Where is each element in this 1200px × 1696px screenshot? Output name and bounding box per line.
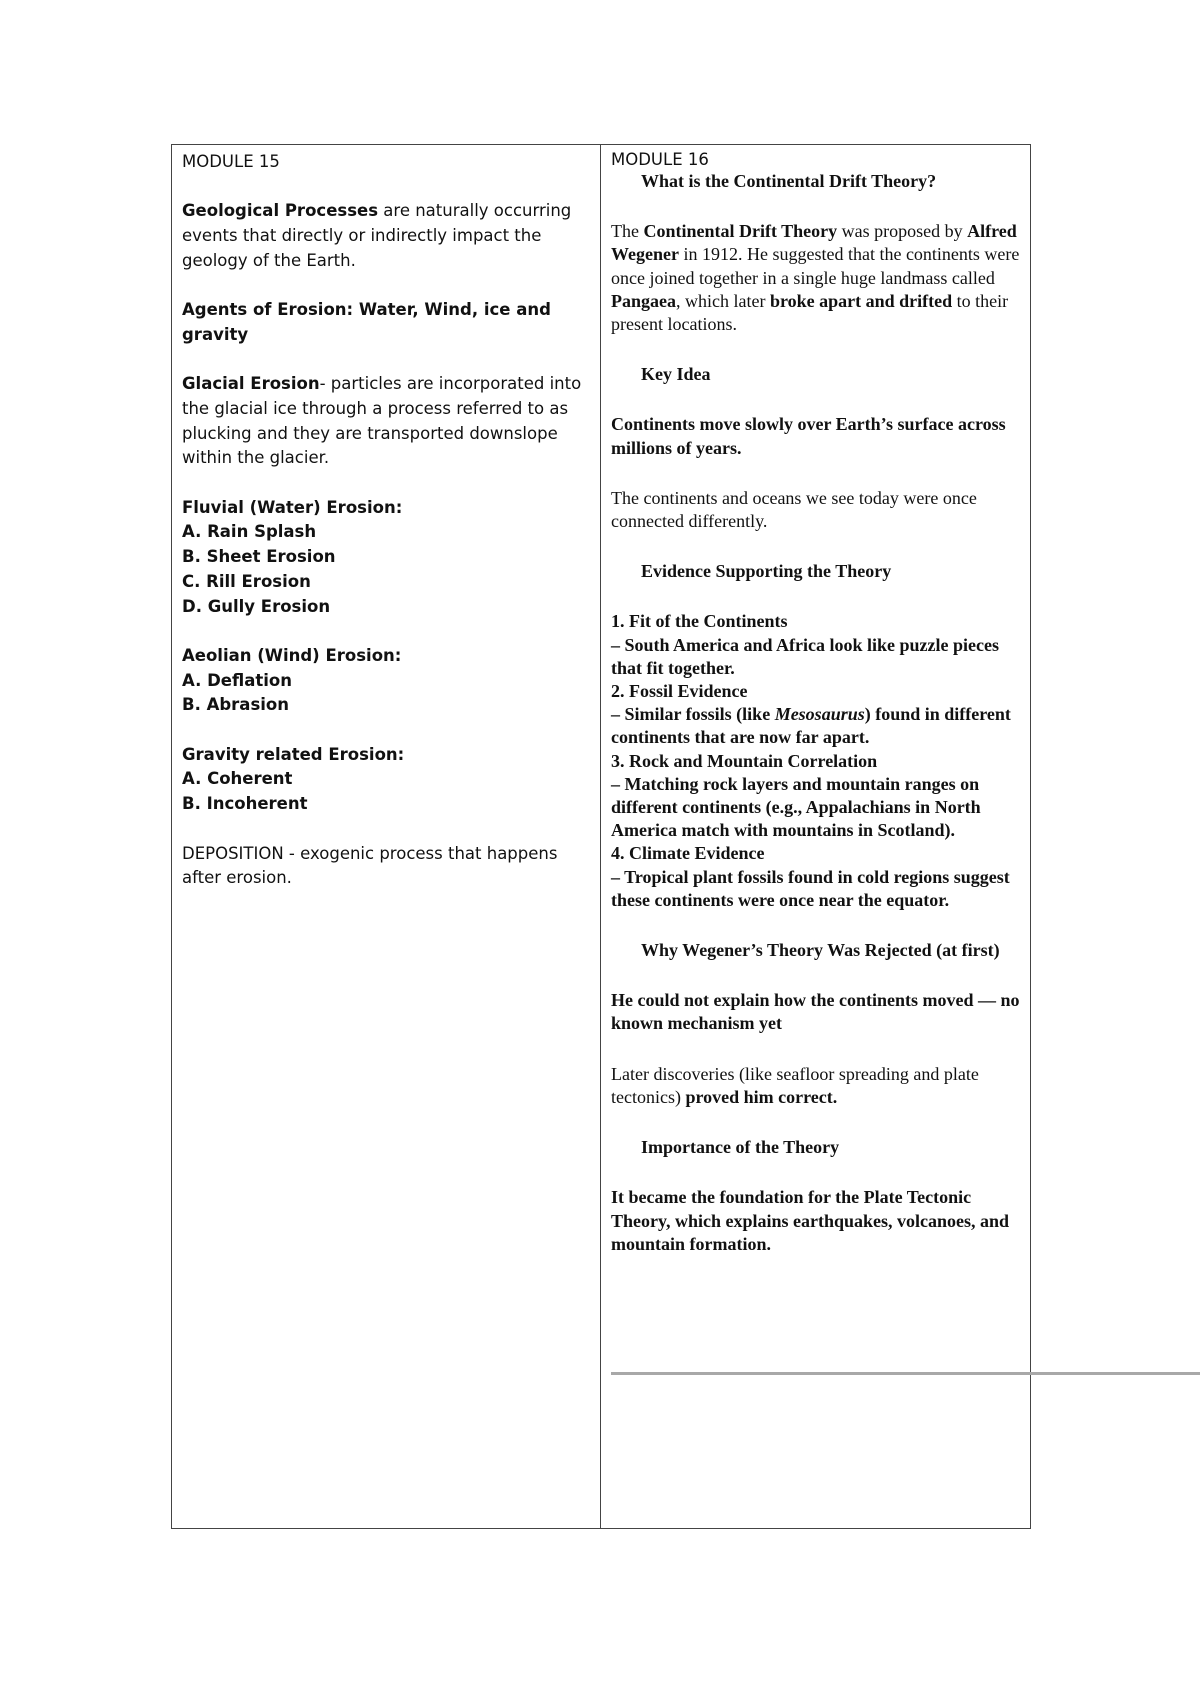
fluvial-erosion-heading: Fluvial (Water) Erosion: xyxy=(182,497,403,517)
module-16-cell xyxy=(601,145,1030,1528)
geological-processes-paragraph xyxy=(182,199,590,273)
aeolian-item: A. Deflation xyxy=(182,670,292,690)
aeolian-erosion-heading: Aeolian (Wind) Erosion: xyxy=(182,645,402,665)
intro-bold: Pangaea xyxy=(611,290,676,311)
gravity-item: A. Coherent xyxy=(182,769,293,789)
evidence-2-desc-text: – Similar fossils (like xyxy=(611,704,775,725)
glacial-erosion-term: Glacial Erosion xyxy=(182,374,320,394)
rejected-text: He could not explain how the continents moved — no known mechanism yet xyxy=(611,990,1020,1034)
later-discoveries-paragraph xyxy=(611,1063,1020,1109)
intro-bold: Continental Drift Theory xyxy=(643,221,838,242)
horizontal-rule xyxy=(611,1372,1200,1375)
evidence-4-desc: – Tropical plant fossils found in cold regions suggest these continents were once near the equator. xyxy=(611,866,1010,910)
oceans-paragraph: The continents and oceans we see today were once connected differently. xyxy=(611,487,977,532)
evidence-2-desc-text: ) found in different continents that are now far apart. xyxy=(611,704,1011,748)
fluvial-item: D. Gully Erosion xyxy=(182,596,331,616)
intro-text: , which later xyxy=(676,290,770,311)
module-16-title: MODULE 16 xyxy=(611,150,709,169)
deposition-paragraph xyxy=(182,842,590,891)
key-idea-text: Continents move slowly over Earth’s surface across millions of years. xyxy=(611,414,1006,458)
fluvial-item: A. Rain Splash xyxy=(182,522,317,542)
intro-paragraph xyxy=(611,220,1020,336)
importance-heading: Importance of the Theory xyxy=(641,1137,840,1158)
fluvial-item: B. Sheet Erosion xyxy=(182,547,336,567)
evidence-heading: Evidence Supporting the Theory xyxy=(641,561,892,582)
importance-text: It became the foundation for the Plate Tectonic Theory, which explains earthquakes, volcanoes, and mountain formation. xyxy=(611,1187,1010,1254)
module-15-title: MODULE 15 xyxy=(182,152,280,171)
gravity-erosion-heading: Gravity related Erosion: xyxy=(182,744,405,764)
gravity-item: B. Incoherent xyxy=(182,794,308,814)
later-discoveries-text: Later discoveries (like seafloor spreading and plate tectonics) xyxy=(611,1063,979,1107)
mesosaurus-term: Mesosaurus xyxy=(774,704,865,725)
deposition-term: DEPOSITION xyxy=(182,843,284,863)
intro-text: in 1912. He suggested that the continents were once joined together in a single huge landmass called xyxy=(611,244,1020,288)
intro-text: was proposed by xyxy=(837,221,968,242)
evidence-2-title: 2. Fossil Evidence xyxy=(611,681,748,702)
intro-bold: broke apart and drifted xyxy=(769,290,953,311)
fluvial-item: C. Rill Erosion xyxy=(182,571,311,591)
key-idea-heading: Key Idea xyxy=(641,364,711,385)
evidence-2-desc xyxy=(611,703,1020,749)
glacial-erosion-definition: - particles are incorporated into the glacial ice through a process referred to as plucking and they are transported downslope within the glacier. xyxy=(182,374,582,468)
intro-text: The xyxy=(611,221,644,242)
evidence-4-title: 4. Climate Evidence xyxy=(611,843,765,864)
rejected-heading: Why Wegener’s Theory Was Rejected (at first) xyxy=(641,940,1000,961)
intro-text: to their present locations. xyxy=(611,290,1009,335)
later-discoveries-bold: proved him correct. xyxy=(685,1086,838,1107)
module-15-cell xyxy=(172,145,601,1528)
geological-processes-definition: are naturally occurring events that directly or indirectly impact the geology of the Earth. xyxy=(182,201,572,270)
two-column-table xyxy=(171,144,1031,1529)
deposition-definition: - exogenic process that happens after erosion. xyxy=(182,843,558,888)
aeolian-item: B. Abrasion xyxy=(182,695,290,715)
continental-drift-question: What is the Continental Drift Theory? xyxy=(641,171,937,191)
intro-bold: Alfred Wegener xyxy=(611,221,1017,265)
agents-of-erosion: Agents of Erosion: Water, Wind, ice and gravity xyxy=(182,300,551,344)
evidence-1-desc: – South America and Africa look like puzzle pieces that fit together. xyxy=(611,634,999,678)
evidence-1-title: 1. Fit of the Continents xyxy=(611,611,788,632)
evidence-3-title: 3. Rock and Mountain Correlation xyxy=(611,750,878,771)
evidence-3-desc: – Matching rock layers and mountain ranges on different continents (e.g., Appalachians in North America match with mountains in Scotland). xyxy=(611,773,981,841)
geological-processes-term: Geological Processes xyxy=(182,201,379,221)
glacial-erosion-paragraph xyxy=(182,372,590,471)
